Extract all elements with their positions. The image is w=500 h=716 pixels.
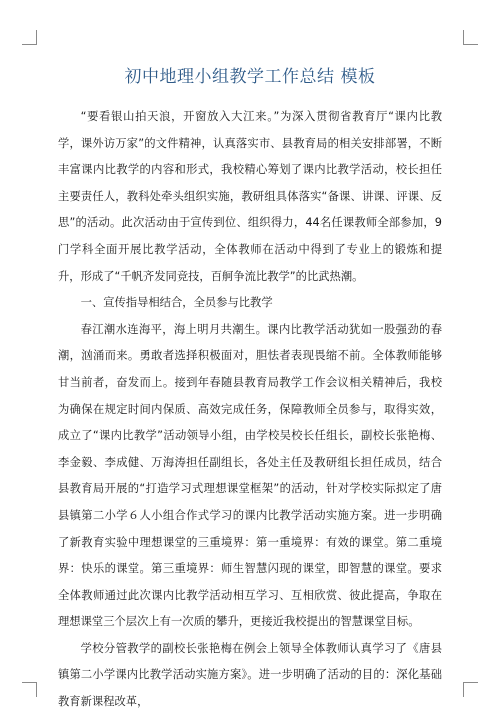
page-corner-mark-top-right bbox=[463, 30, 478, 45]
document-title: 初中地理小组教学工作总结 模板 bbox=[124, 67, 376, 87]
paragraph-intro: “要看银山拍天浪，开窗放入大江来。”为深入贯彻省教育厅“课内比教学，课外访万家”的文件精神，认真落实市、县教育局的相关安排部署，不断丰富课内比教学的内容和形式，我校精心筹划了课内比教学活动，校长担任主要责任人，教科处牵头组织实施，教研组具体落实“备课、讲课、评课、反思”的活动。此次活动由于宣传到位、组织得力，44名任课教师全部参加，9门学科全面开展比教学活动，全体教师在活动中得到了专业上的锻炼和提升，形成了“千帆齐发同竞技，百舸争流比教学”的比武热潮。 bbox=[58, 110, 442, 283]
paragraph-section-1-cont: 学校分管教学的副校长张艳梅在例会上领导全体教师认真学习了《唐县镇第二小学课内比教学活动实施方案》。进一步明确了活动的目的：深化基础教育新课程改革， bbox=[58, 641, 442, 709]
section-heading-1: 一、宣传指导相结合，全员参与比教学 bbox=[80, 296, 273, 310]
page-corner-mark-top-left bbox=[22, 30, 37, 45]
document-body bbox=[58, 104, 442, 716]
page-corner-mark-bottom-right bbox=[463, 682, 478, 697]
paragraph-section-1: 春江潮水连海平，海上明月共潮生。课内比教学活动犹如一股强劲的春潮，汹涌而来。勇敢者选择积极面对，胆怯者表现畏缩不前。全体教师能够甘当前者，奋发而上。接到年春随县教育局教学工作会议相关精神后，我校为确保在规定时间内保质、高效完成任务，保障教师全员参与，取得实效，成立了“课内比教学”活动领导小组，由学校吴校长任组长，副校长张艳梅、李金毅、李成健、万海涛担任副组长，各处主任及教研组长担任成员，结合县教育局开展的“打造学习式理想课堂框架”的活动，针对学校实际拟定了唐县镇第二小学６人小组合作式学习的课内比教学活动实施方案。进一步明确了新教育实验中理想课堂的三重境界：第一重境界：有效的课堂。第二重境界：快乐的课堂。第三重境界：师生智慧闪现的课堂，即智慧的课堂。要求全体教师通过此次课内比教学活动相互学习、互相欣赏、彼此提高，争取在理想课堂三个层次上有一次质的攀升，更接近我校提出的智慧课堂目标。 bbox=[58, 322, 442, 629]
page-corner-mark-bottom-left bbox=[22, 682, 37, 697]
